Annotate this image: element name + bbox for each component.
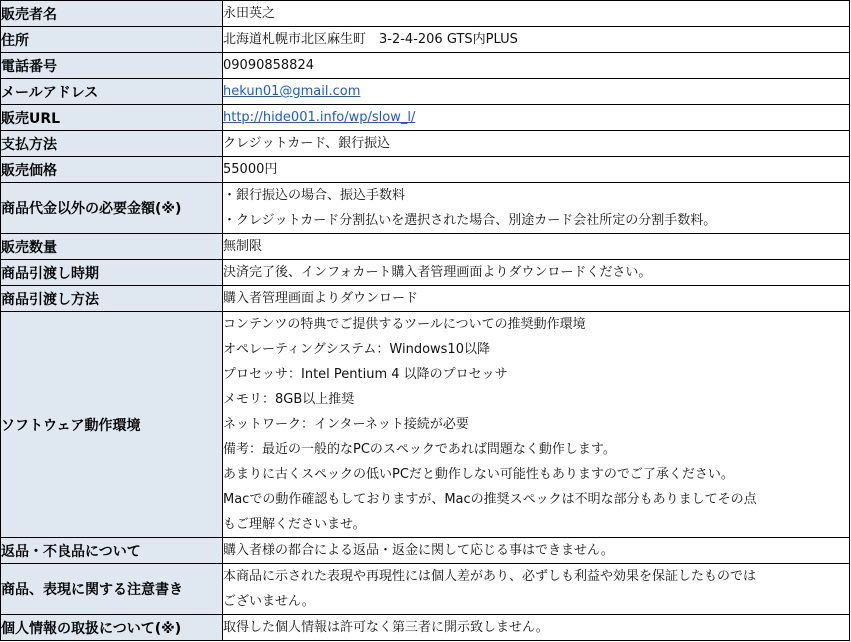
row-price (1, 157, 850, 183)
value-line: ・クレジットカード分割払いを選択された場合、別途カード会社所定の分割手数料。 (223, 213, 717, 228)
row-value (223, 615, 850, 641)
row-label: 住所 (1, 27, 223, 53)
value-line: 09090858824 (223, 58, 314, 73)
value-line: 購入者管理画面よりダウンロード (223, 291, 419, 306)
row-additional-fees (1, 183, 850, 234)
value-line: 取得した個人情報は許可なく第三者に開示致しません。 (223, 620, 549, 635)
row-value (223, 312, 850, 538)
row-label: 支払方法 (1, 131, 223, 157)
row-value (223, 538, 850, 564)
row-label: ソフトウェア動作環境 (1, 312, 223, 538)
row-value (223, 286, 850, 312)
row-value (223, 27, 850, 53)
value-line: ございません。 (223, 594, 315, 609)
row-software-requirements (1, 312, 850, 538)
value-line: あまりに古くスペックの低いPCだと動作しない可能性もありますのでご了承ください。 (223, 467, 734, 482)
row-value (223, 260, 850, 286)
row-delivery-time (1, 260, 850, 286)
row-label: 販売価格 (1, 157, 223, 183)
value-line: 決済完了後、インフォカート購入者管理画面よりダウンロードください。 (223, 265, 652, 280)
value-line: ネットワーク：インターネット接続が必要 (223, 417, 469, 432)
row-label: 電話番号 (1, 53, 223, 79)
row-value (223, 53, 850, 79)
value-line: 無制限 (223, 239, 263, 254)
row-address (1, 27, 850, 53)
row-label: 商品代金以外の必要金額(※) (1, 183, 223, 234)
value-line: 備考：最近の一般的なPCのスペックであれば問題なく動作します。 (223, 442, 616, 457)
row-label: 商品、表現に関する注意書き (1, 564, 223, 615)
value-line: コンテンツの特典でご提供するツールについての推奨動作環境 (223, 317, 586, 332)
value-line: もご理解くださいませ。 (223, 517, 366, 532)
row-disclaimer (1, 564, 850, 615)
row-value (223, 564, 850, 615)
value-line: メモリ：8GB以上推奨 (223, 392, 355, 407)
row-value (223, 183, 850, 234)
value-line: 北海道札幌市北区麻生町 3-2-4-206 GTS内PLUS (223, 32, 518, 47)
row-label: 返品・不良品について (1, 538, 223, 564)
value-line: クレジットカード、銀行振込 (223, 136, 391, 151)
row-label: 個人情報の取扱について(※) (1, 615, 223, 641)
row-phone (1, 53, 850, 79)
row-privacy (1, 615, 850, 641)
row-label: 販売者名 (1, 1, 223, 27)
row-value (223, 105, 850, 131)
row-label: 商品引渡し方法 (1, 286, 223, 312)
row-label: メールアドレス (1, 79, 223, 105)
row-value (223, 157, 850, 183)
value-line: 永田英之 (223, 6, 276, 21)
value-line: Macでの動作確認もしておりますが、Macの推奨スペックは不明な部分もありましてその点 (223, 492, 757, 507)
sales-url-link[interactable]: http://hide001.info/wp/slow_l/ (223, 110, 416, 125)
row-returns (1, 538, 850, 564)
row-delivery-method (1, 286, 850, 312)
row-quantity (1, 234, 850, 260)
value-line: オペレーティングシステム：Windows10以降 (223, 342, 490, 357)
value-line: 本商品に示された表現や再現性には個人差があり、必ずしも利益や効果を保証したものでは (223, 569, 757, 584)
value-line: プロセッサ：Intel Pentium 4 以降のプロセッサ (223, 367, 508, 382)
value-line: ・銀行振込の場合、振込手数料 (223, 188, 406, 203)
row-payment-method (1, 131, 850, 157)
row-label: 販売数量 (1, 234, 223, 260)
email-link[interactable]: hekun01@gmail.com (223, 84, 361, 99)
value-line: 購入者様の都合による返品・返金に関して応じる事はできません。 (223, 543, 614, 558)
value-line (223, 105, 849, 130)
row-label: 販売URL (1, 105, 223, 131)
row-sales-url (1, 105, 850, 131)
value-line (223, 79, 849, 104)
row-value (223, 131, 850, 157)
row-value (223, 1, 850, 27)
row-email (1, 79, 850, 105)
row-seller-name (1, 1, 850, 27)
row-value (223, 234, 850, 260)
row-label: 商品引渡し時期 (1, 260, 223, 286)
value-line: 55000円 (223, 162, 278, 177)
row-value (223, 79, 850, 105)
